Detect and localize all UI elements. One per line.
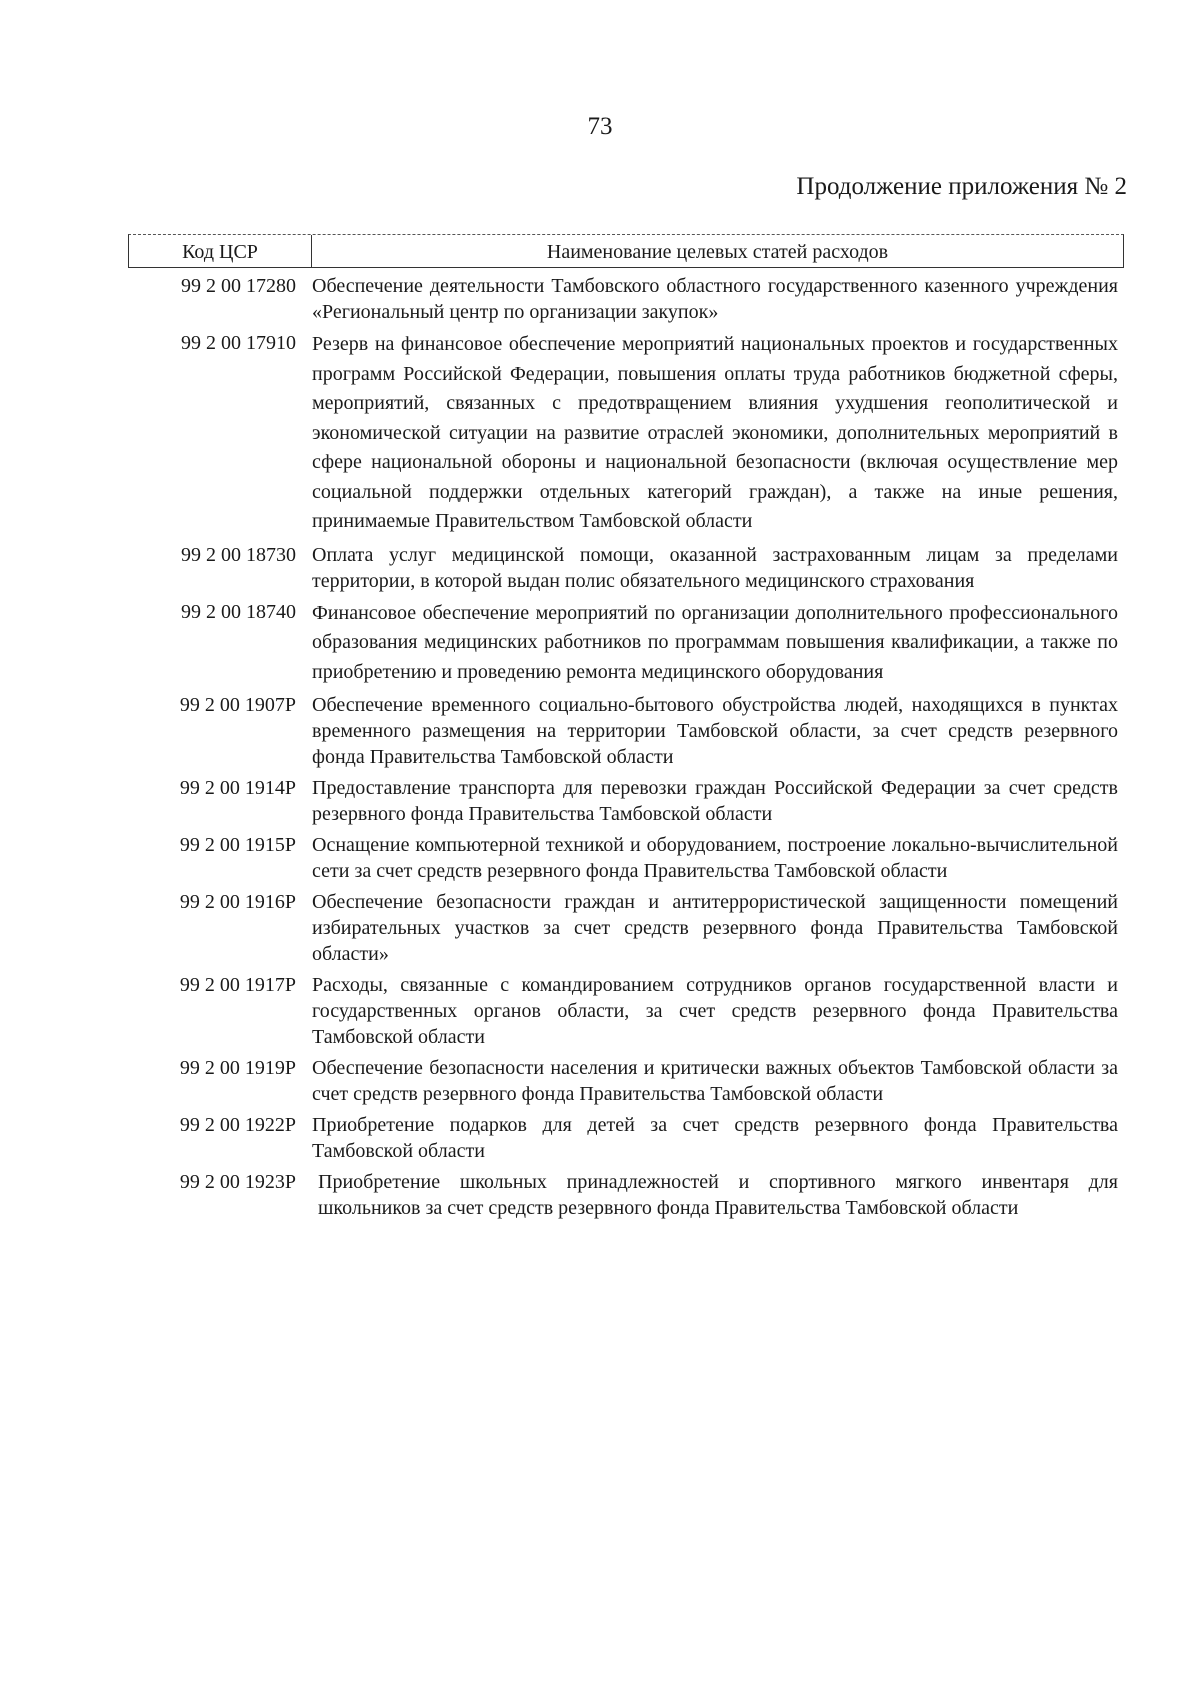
row-code: 99 2 00 17910 — [181, 332, 296, 354]
row-name: Резерв на финансовое обеспечение мероприятий национальных проектов и государственных программ Российской Федерации, повышения оплаты труда работников бюджетной сферы, мероприятий, связанных с предотвращением влияния ухудшения геополитической и экономической ситуации на развитие отраслей экономики, дополнительных мероприятий в сфере национальной обороны и национальной безопасности (включая осуществление мер социальной поддержки отдельных категорий граждан), а также на иные решения, принимаемые Правительством Тамбовской области — [312, 333, 1118, 532]
row-code: 99 2 00 1917Р — [179, 974, 296, 996]
row-code: 99 2 00 1923Р — [179, 1171, 296, 1193]
row-name: Приобретение подарков для детей за счет средств резервного фонда Правительства Тамбовской области — [312, 1114, 1118, 1162]
page-number: 73 — [587, 113, 613, 140]
table-row — [128, 692, 1124, 770]
row-code: 99 2 00 1922Р — [179, 1114, 296, 1136]
row-name: Приобретение школьных принадлежностей и спортивного мягкого инвентаря для школьников за счет средств резервного фонда Правительства Тамбовской области — [318, 1171, 1118, 1219]
table-row — [128, 832, 1124, 884]
table-row — [128, 1055, 1124, 1107]
row-name: Обеспечение временного социально-бытового обустройства людей, находящихся в пунктах временного размещения на территории Тамбовской области, за счет средств резервного фонда Правительства Тамбовской области — [312, 694, 1118, 768]
table-row — [128, 1169, 1124, 1221]
table-row — [128, 599, 1124, 688]
row-code: 99 2 00 1914Р — [179, 777, 296, 799]
table-row — [128, 273, 1124, 325]
table-row — [128, 1112, 1124, 1164]
header-code: Код ЦСР — [129, 235, 312, 267]
row-code: 99 2 00 17280 — [181, 275, 296, 297]
table-row — [128, 330, 1124, 537]
table-row — [128, 542, 1124, 594]
table-header — [128, 234, 1124, 268]
row-code: 99 2 00 18730 — [181, 543, 296, 566]
row-name: Оплата услуг медицинской помощи, оказанной застрахованным лицам за пределами территории, в которой выдан полис обязательного медицинского страхования — [312, 543, 1118, 592]
row-name: Расходы, связанные с командированием сотрудников органов государственной власти и государственных органов области, за счет средств резервного фонда Правительства Тамбовской области — [312, 974, 1118, 1048]
table-row — [128, 775, 1124, 827]
row-name: Предоставление транспорта для перевозки граждан Российской Федерации за счет средств резервного фонда Правительства Тамбовской области — [312, 777, 1118, 825]
row-name: Обеспечение безопасности населения и критически важных объектов Тамбовской области за счет средств резервного фонда Правительства Тамбовской области — [312, 1057, 1118, 1105]
table-row — [128, 889, 1124, 967]
row-code: 99 2 00 18740 — [181, 600, 296, 623]
row-name: Обеспечение деятельности Тамбовского областного государственного казенного учреждения «Региональный центр по организации закупок» — [312, 275, 1118, 323]
appendix-note: Продолжение приложения № 2 — [796, 173, 1127, 200]
row-code: 99 2 00 1915Р — [179, 834, 296, 856]
header-name: Наименование целевых статей расходов — [546, 241, 889, 263]
row-name: Обеспечение безопасности граждан и антитеррористической защищенности помещений избирательных участков за счет средств резервного фонда Правительства Тамбовской области» — [312, 891, 1118, 965]
budget-codes-table — [128, 234, 1124, 1221]
row-code: 99 2 00 1919Р — [179, 1057, 296, 1079]
row-code: 99 2 00 1916Р — [179, 891, 296, 913]
table-row — [128, 972, 1124, 1050]
row-code: 99 2 00 1907Р — [179, 694, 296, 716]
row-name: Финансовое обеспечение мероприятий по организации дополнительного профессионального образования медицинских работников по программам повышения квалификации, а также по приобретению и проведению ремонта медицинского оборудования — [312, 601, 1118, 683]
row-name: Оснащение компьютерной техникой и оборудованием, построение локально-вычислительной сети за счет средств резервного фонда Правительства Тамбовской области — [312, 834, 1118, 882]
